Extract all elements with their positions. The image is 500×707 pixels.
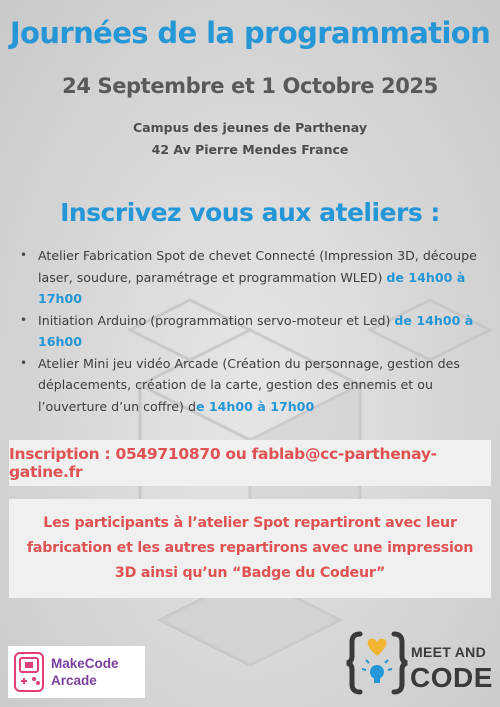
workshop-description: Atelier Mini jeu vidéo Arcade (Création du personnage, gestion des déplacements, création de la carte, gestion des ennemis et ou l’ouverture d’un coffre) d	[38, 355, 460, 414]
workshop-description: Atelier Fabrication Spot de chevet Connecté (Impression 3D, découpe laser, soudure, paramétrage et programmation WLED)	[38, 248, 477, 285]
inscription-banner	[9, 440, 491, 486]
meet-and-label: MEET AND	[411, 644, 486, 660]
heart-bulb-braces-icon	[346, 628, 408, 698]
notice-banner	[9, 499, 491, 598]
workshop-description: Initiation Arduino (programmation servo-moteur et Led)	[38, 312, 395, 328]
inscription-contact: Inscription : 0549710870 ou fablab@cc-parthenay-gatine.fr	[9, 445, 437, 481]
bullet-icon: •	[20, 312, 28, 327]
list-item	[18, 353, 488, 418]
workshop-list	[18, 245, 488, 417]
address-line-2: 42 Av Pierre Mendes France	[151, 142, 349, 157]
makecode-label: MakeCode	[51, 656, 119, 671]
address-line-1: Campus des jeunes de Parthenay	[133, 120, 367, 135]
workshops-heading: Inscrivez vous aux ateliers :	[60, 198, 440, 227]
list-item	[18, 245, 488, 310]
page-title: Journées de la programmation	[9, 16, 491, 50]
arcade-label: Arcade	[51, 673, 97, 688]
makecode-arcade-logo	[8, 646, 145, 698]
code-label: CODE	[410, 662, 493, 693]
meet-and-code-logo	[346, 628, 496, 698]
list-item	[18, 310, 488, 353]
workshop-time: de 14h00 à 16h00	[38, 312, 474, 349]
workshop-time: e 14h00 à 17h00	[195, 398, 315, 414]
notice-text: Les participants à l’atelier Spot repartiront avec leur fabrication et les autres repartirons avec une impression 3D ainsi qu’un “Badge du Codeur”	[26, 515, 474, 581]
event-address	[0, 117, 500, 161]
event-dates: 24 Septembre et 1 Octobre 2025	[62, 74, 438, 98]
bullet-icon: •	[20, 248, 28, 262]
game-controller-icon	[14, 652, 44, 692]
workshop-time: de 14h00 à 17h00	[38, 269, 466, 306]
bullet-icon: •	[20, 355, 28, 370]
